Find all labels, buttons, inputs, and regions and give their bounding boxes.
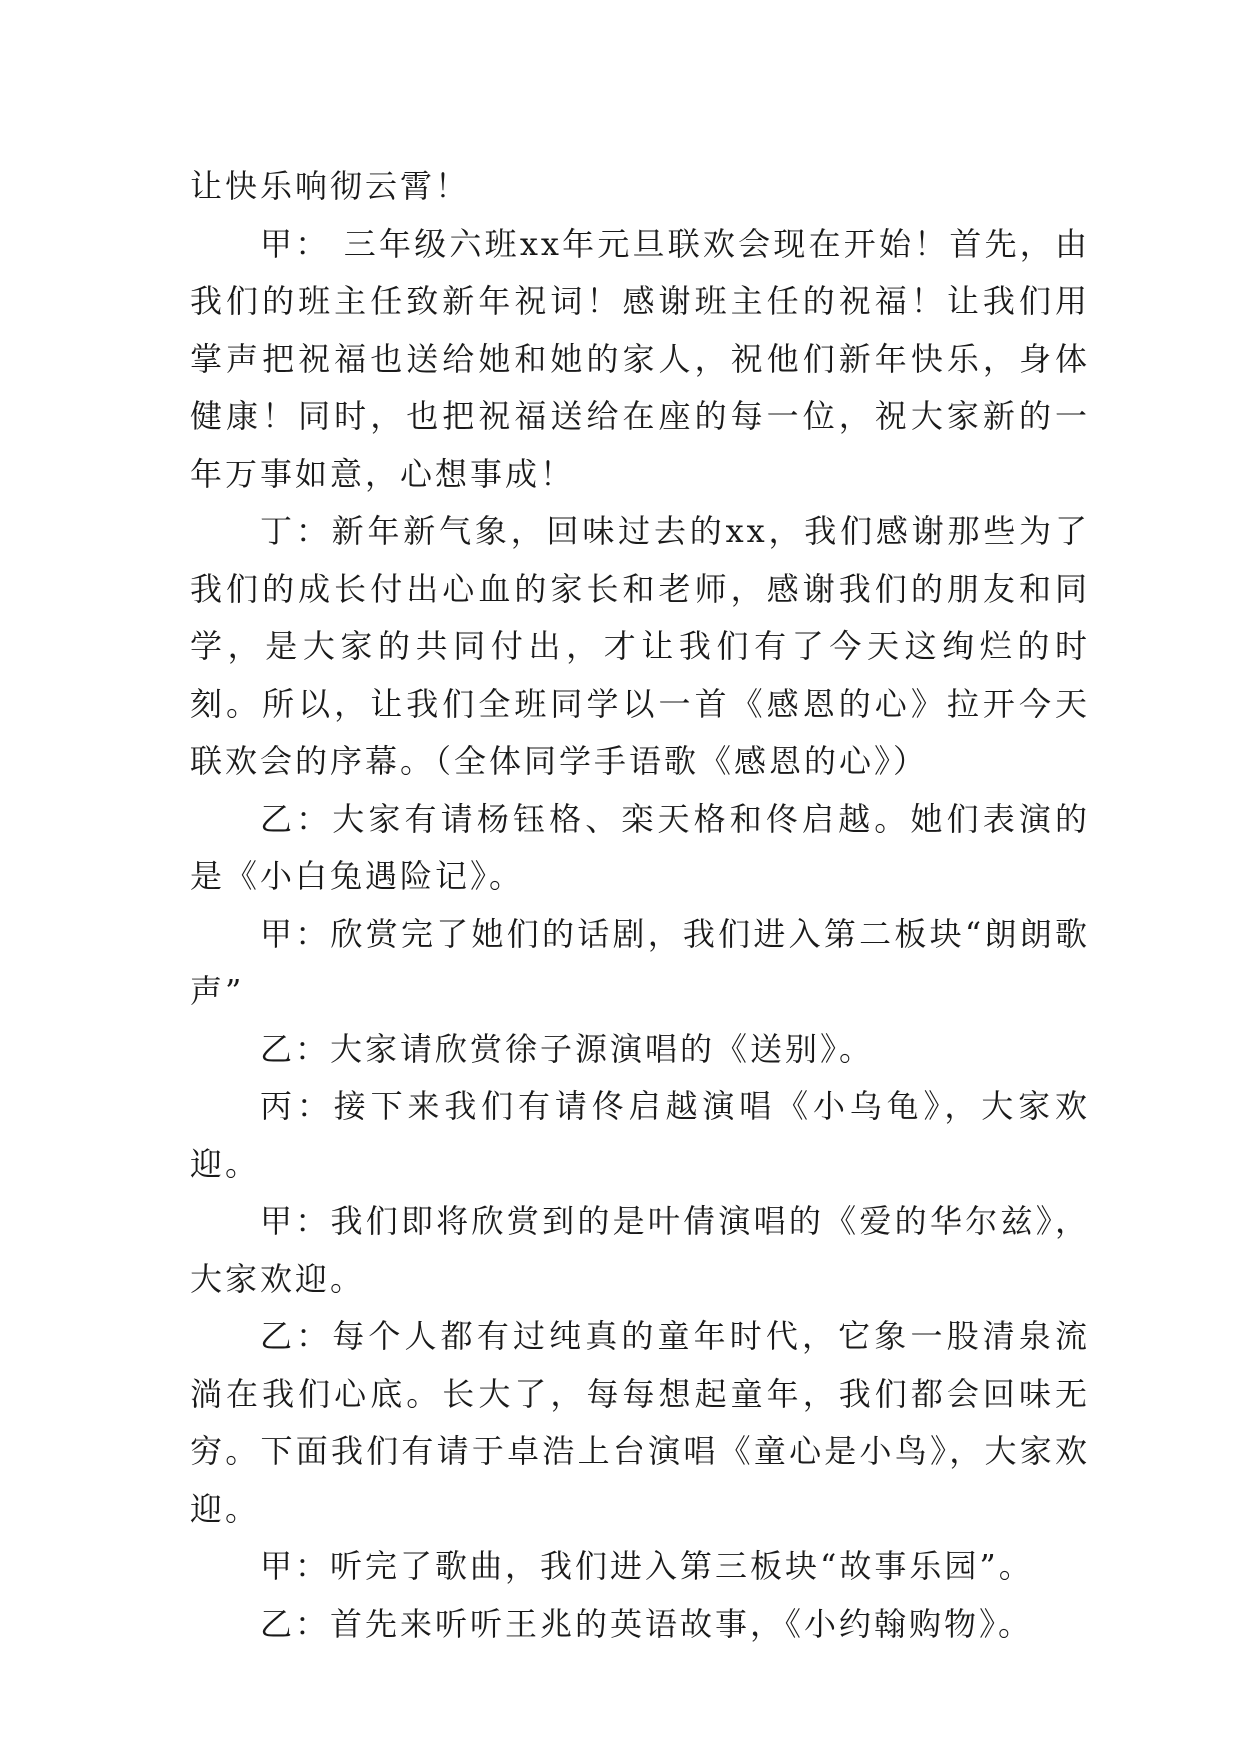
paragraph-8: 甲：我们即将欣赏到的是叶倩演唱的《爱的华尔兹》，大家欢迎。 (190, 1202, 1090, 1298)
paragraph-2: 甲： 三年级六班xx年元旦联欢会现在开始！首先，由我们的班主任致新年祝词！感谢班主任的祝福！让我们用掌声把祝福也送给她和她的家人，祝他们新年快乐，身体健康！同时，也把祝福送给在座的每一位，祝大家新的一年万事如意，心想事成！ (190, 224, 1090, 493)
paragraph-11: 乙：首先来听听王兆的英语故事，《小约翰购物》。 (260, 1604, 1034, 1643)
paragraph-7: 丙：接下来我们有请佟启越演唱《小乌龟》，大家欢迎。 (190, 1087, 1090, 1183)
paragraph-9: 乙：每个人都有过纯真的童年时代，它象一股清泉流淌在我们心底。长大了，每每想起童年，我们都会回味无穷。下面我们有请于卓浩上台演唱《童心是小鸟》，大家欢迎。 (190, 1317, 1090, 1528)
document-body (190, 158, 1090, 1653)
paragraph-10: 甲：听完了歌曲，我们进入第三板块“故事乐园”。 (260, 1547, 1034, 1585)
paragraph-4: 乙：大家有请杨钰格、栾天格和佟启越。她们表演的是《小白兔遇险记》。 (190, 799, 1090, 895)
paragraph-3: 丁：新年新气象，回味过去的xx，我们感谢那些为了我们的成长付出心血的家长和老师，感谢我们的朋友和同学，是大家的共同付出，才让我们有了今天这绚烂的时刻。所以，让我们全班同学以一首《感恩的心》拉开今天联欢会的序幕。（全体同学手语歌《感恩的心》） (190, 512, 1090, 780)
paragraph-5: 甲：欣赏完了她们的话剧，我们进入第二板块“朗朗歌声” (190, 914, 1090, 1010)
paragraph-1: 让快乐响彻云霄！ (190, 167, 471, 205)
paragraph-6: 乙：大家请欣赏徐子源演唱的《送别》。 (260, 1029, 875, 1068)
